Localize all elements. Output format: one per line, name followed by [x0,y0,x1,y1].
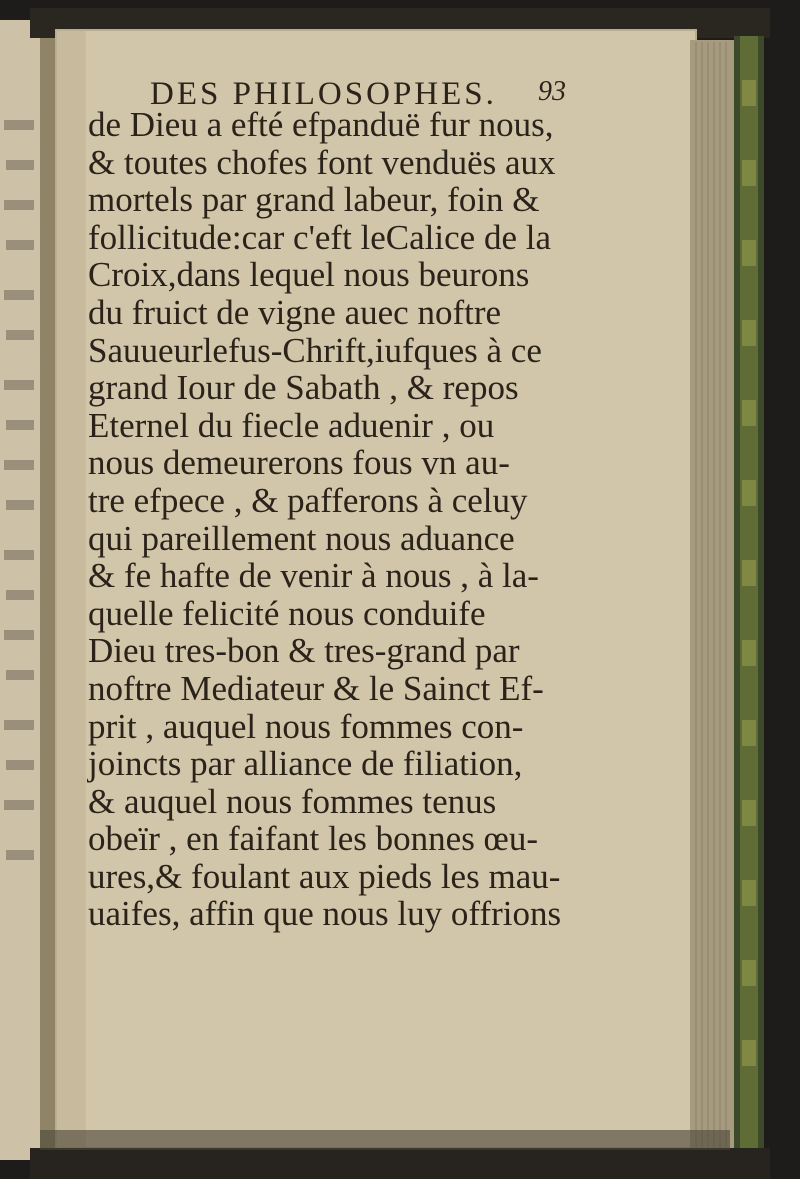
page-number: 93 [538,76,566,107]
text-line: uaifes, affin que nous luy offrions [88,894,562,934]
body-text [88,106,608,933]
text-line: follicitude:car c'eft leCalice de la [88,217,551,257]
text-line: grand Iour de Sabath , & repos [88,368,519,408]
text-line: & auquel nous fommes tenus [88,781,497,821]
text-line: & fe hafte de venir à nous , à la- [88,556,539,596]
text-line: & toutes chofes font venduës aux [88,142,556,182]
page-edges [690,40,734,1150]
text-line: prit , auquel nous fommes con- [88,706,524,746]
text-line: mortels par grand labeur, foin & [88,180,540,220]
text-line: qui pareillement nous aduance [88,518,515,558]
text-line: tre efpece , & pafferons à celuy [88,480,528,520]
text-line: nous demeurerons fous vn au- [88,443,510,483]
text-line: Sauueurlefus-Chrift,iufques à ce [88,330,542,370]
text-line: joincts par alliance de filiation, [88,744,523,784]
text-line: noftre Mediateur & le Sainct Ef- [88,668,544,708]
text-line: obeïr , en faifant les bonnes œu- [88,819,538,859]
text-line: Eternel du fiecle aduenir , ou [88,405,495,445]
running-head: DES PHILOSOPHES. [150,76,497,112]
text-line: du fruict de vigne auec noftre [88,292,502,332]
text-line: Dieu tres-bon & tres-grand par [88,631,520,671]
text-line: Croix,dans lequel nous beurons [88,255,530,295]
text-line: de Dieu a efté efpanduë fur nous, [88,105,554,144]
text-line: ures,& foulant aux pieds les mau- [88,856,561,896]
text-line: quelle felicité nous conduife [88,593,486,633]
